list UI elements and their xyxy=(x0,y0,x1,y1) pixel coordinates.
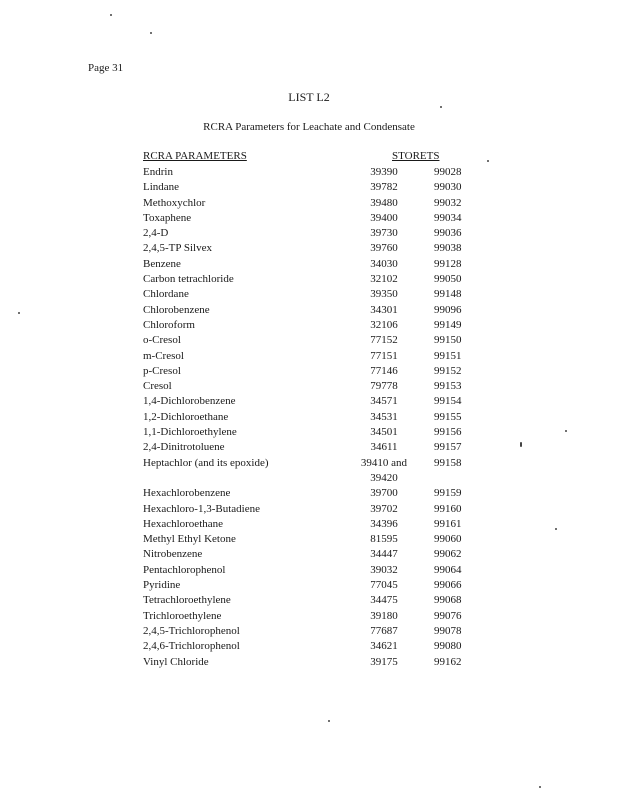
table-row xyxy=(0,609,618,624)
storet-code-1: 39760 xyxy=(370,242,398,255)
table-row xyxy=(0,211,618,226)
storet-code-1: 77687 xyxy=(370,624,398,637)
parameter-name: Lindane xyxy=(143,181,180,194)
parameter-name: Hexachlorobenzene xyxy=(143,487,231,500)
table-row xyxy=(0,287,618,302)
storet-code-1: 81595 xyxy=(370,533,398,546)
storet-code-2: 99161 xyxy=(434,517,462,530)
scan-speck xyxy=(440,106,442,108)
storet-code-2: 99028 xyxy=(434,166,462,178)
scan-speck xyxy=(487,160,489,162)
scan-speck xyxy=(520,442,522,447)
storet-code-1: 34611 xyxy=(370,441,398,454)
table-row xyxy=(0,578,618,593)
storet-code-2: 99155 xyxy=(434,410,462,423)
parameter-table xyxy=(0,165,618,670)
storet-code-1: 39180 xyxy=(370,609,398,622)
parameter-name: 1,4-Dichlorobenzene xyxy=(143,395,236,408)
storet-code-2: 99154 xyxy=(434,395,462,408)
storet-code-1: 32102 xyxy=(370,273,398,286)
scan-speck xyxy=(539,786,541,788)
table-row xyxy=(0,410,618,425)
parameter-name: Heptachlor (and its epoxide) xyxy=(143,456,269,469)
table-row xyxy=(0,257,618,272)
storet-code-1: 34447 xyxy=(370,548,398,561)
table-row xyxy=(0,486,618,501)
storet-code-1: 39175 xyxy=(370,655,398,668)
table-row xyxy=(0,333,618,348)
table-row xyxy=(0,318,618,333)
table-row xyxy=(0,532,618,547)
storet-code-2: 99157 xyxy=(434,441,462,454)
parameter-name: Pyridine xyxy=(143,579,181,592)
parameter-name: Benzene xyxy=(143,257,181,270)
storet-code-1: 34571 xyxy=(370,395,398,408)
storet-code-2: 99159 xyxy=(434,487,462,500)
parameter-name: o-Cresol xyxy=(143,334,181,347)
scan-speck xyxy=(565,430,567,432)
storet-code-1: 77152 xyxy=(370,334,398,347)
storet-code-1: 39730 xyxy=(370,227,398,240)
parameter-name: Hexachloroethane xyxy=(143,517,224,530)
table-row xyxy=(0,440,618,455)
storet-code-1: 39400 xyxy=(370,211,398,224)
storet-code-2: 99152 xyxy=(434,364,462,377)
storet-code-2: 99068 xyxy=(434,594,462,607)
storet-code-2: 99050 xyxy=(434,273,462,286)
storet-code-2: 99032 xyxy=(434,196,462,209)
storet-code-1: 39480 xyxy=(370,196,398,209)
table-row xyxy=(0,624,618,639)
parameter-name: Tetrachloroethylene xyxy=(143,594,231,607)
parameter-name: 2,4,5-Trichlorophenol xyxy=(143,624,240,637)
storet-code-1: 39032 xyxy=(370,563,398,576)
parameter-name: m-Cresol xyxy=(143,349,184,362)
parameter-name: 1,1-Dichloroethylene xyxy=(143,426,237,439)
storet-code-2: 99096 xyxy=(434,303,462,316)
storet-code-1: 34396 xyxy=(370,517,398,530)
parameter-name: Toxaphene xyxy=(143,211,192,224)
storet-code-1: 34531 xyxy=(370,410,398,423)
storet-code-2: 99038 xyxy=(434,242,462,255)
storet-code-2: 99160 xyxy=(434,502,462,515)
parameter-name: p-Cresol xyxy=(143,364,181,377)
storet-code-1: 34030 xyxy=(370,257,398,270)
parameter-name: Nitrobenzene xyxy=(143,548,203,561)
table-row xyxy=(0,547,618,562)
storet-code-2: 99151 xyxy=(434,349,462,362)
table-row xyxy=(0,517,618,532)
column-header-storets: STORETS xyxy=(392,150,440,162)
scan-speck xyxy=(18,312,20,314)
table-row xyxy=(0,593,618,608)
storet-code-2: 99148 xyxy=(434,288,462,301)
parameter-name: 2,4,6-Trichlorophenol xyxy=(143,640,240,653)
parameter-name: Chlordane xyxy=(143,288,189,301)
page-number: Page 31 xyxy=(88,62,124,74)
table-row xyxy=(0,180,618,195)
parameter-name: 2,4-Dinitrotoluene xyxy=(143,441,225,454)
parameter-name: Methyl Ethyl Ketone xyxy=(143,533,236,546)
parameter-name: Pentachlorophenol xyxy=(143,563,226,576)
storet-code-2: 99150 xyxy=(434,334,462,347)
storet-code-1: 34621 xyxy=(370,640,398,653)
table-row xyxy=(0,456,618,487)
storet-code-2: 99076 xyxy=(434,609,462,622)
table-row xyxy=(0,394,618,409)
parameter-name: Carbon tetrachloride xyxy=(143,273,234,286)
parameter-name: Cresol xyxy=(143,380,172,393)
storet-code-1: 77151 xyxy=(370,349,398,362)
storet-code-2: 99060 xyxy=(434,533,462,546)
parameter-name: Chloroform xyxy=(143,318,195,331)
storet-code-2: 99158 xyxy=(434,456,462,469)
storet-code-1: 77045 xyxy=(370,579,398,592)
table-row xyxy=(0,303,618,318)
parameter-name: 2,4,5-TP Silvex xyxy=(143,242,212,255)
column-header-parameters: RCRA PARAMETERS xyxy=(143,150,247,162)
table-row xyxy=(0,272,618,287)
scan-speck xyxy=(110,14,112,16)
parameter-name: Methoxychlor xyxy=(143,196,206,209)
parameter-name: Vinyl Chloride xyxy=(143,655,209,668)
parameter-name: Chlorobenzene xyxy=(143,303,210,316)
storet-code-1: 32106 xyxy=(370,318,398,331)
storet-code-1: 77146 xyxy=(370,364,398,377)
storet-code-2: 99036 xyxy=(434,227,462,240)
storet-code-1: 34475 xyxy=(370,594,398,607)
table-row xyxy=(0,425,618,440)
parameter-name: Trichloroethylene xyxy=(143,609,222,622)
parameter-name: Hexachloro-1,3-Butadiene xyxy=(143,502,260,515)
storet-code-2: 99066 xyxy=(434,579,462,592)
storet-code-1: 79778 xyxy=(370,380,398,393)
parameter-name: Endrin xyxy=(143,166,173,178)
storet-code-1: 39702 xyxy=(370,502,398,515)
table-row xyxy=(0,364,618,379)
parameter-name: 2,4-D xyxy=(143,227,169,240)
table-row xyxy=(0,241,618,256)
storet-code-2: 99034 xyxy=(434,211,462,224)
scan-speck xyxy=(555,528,557,530)
storet-code-2: 99153 xyxy=(434,380,462,393)
table-row xyxy=(0,655,618,670)
storet-code-2: 99162 xyxy=(434,655,462,668)
storet-code-2: 99064 xyxy=(434,563,462,576)
list-subtitle: RCRA Parameters for Leachate and Condensate xyxy=(203,121,415,133)
storet-code-1: 39700 xyxy=(370,487,398,500)
table-row xyxy=(0,226,618,241)
storet-code-2: 99156 xyxy=(434,426,462,439)
storet-code-1: 34301 xyxy=(370,303,398,316)
table-row xyxy=(0,502,618,517)
table-row xyxy=(0,196,618,211)
storet-code-1: 39390 xyxy=(370,166,398,178)
storet-code-2: 99078 xyxy=(434,624,462,637)
table-row xyxy=(0,379,618,394)
storet-code-2: 99030 xyxy=(434,181,462,194)
table-row xyxy=(0,639,618,654)
storet-code-2: 99080 xyxy=(434,640,462,653)
table-row xyxy=(0,349,618,364)
storet-code-1: 34501 xyxy=(370,426,398,439)
scan-speck xyxy=(150,32,152,34)
parameter-name: 1,2-Dichloroethane xyxy=(143,410,229,423)
storet-code-1: 39350 xyxy=(370,288,398,301)
table-row xyxy=(0,165,618,180)
storet-code-2: 99149 xyxy=(434,318,462,331)
storet-code-1: 39410 and 39420 xyxy=(360,456,408,484)
scan-speck xyxy=(328,720,330,722)
storet-code-2: 99128 xyxy=(434,257,462,270)
table-row xyxy=(0,563,618,578)
storet-code-2: 99062 xyxy=(434,548,462,561)
storet-code-1: 39782 xyxy=(370,181,398,194)
list-title: LIST L2 xyxy=(288,90,330,104)
